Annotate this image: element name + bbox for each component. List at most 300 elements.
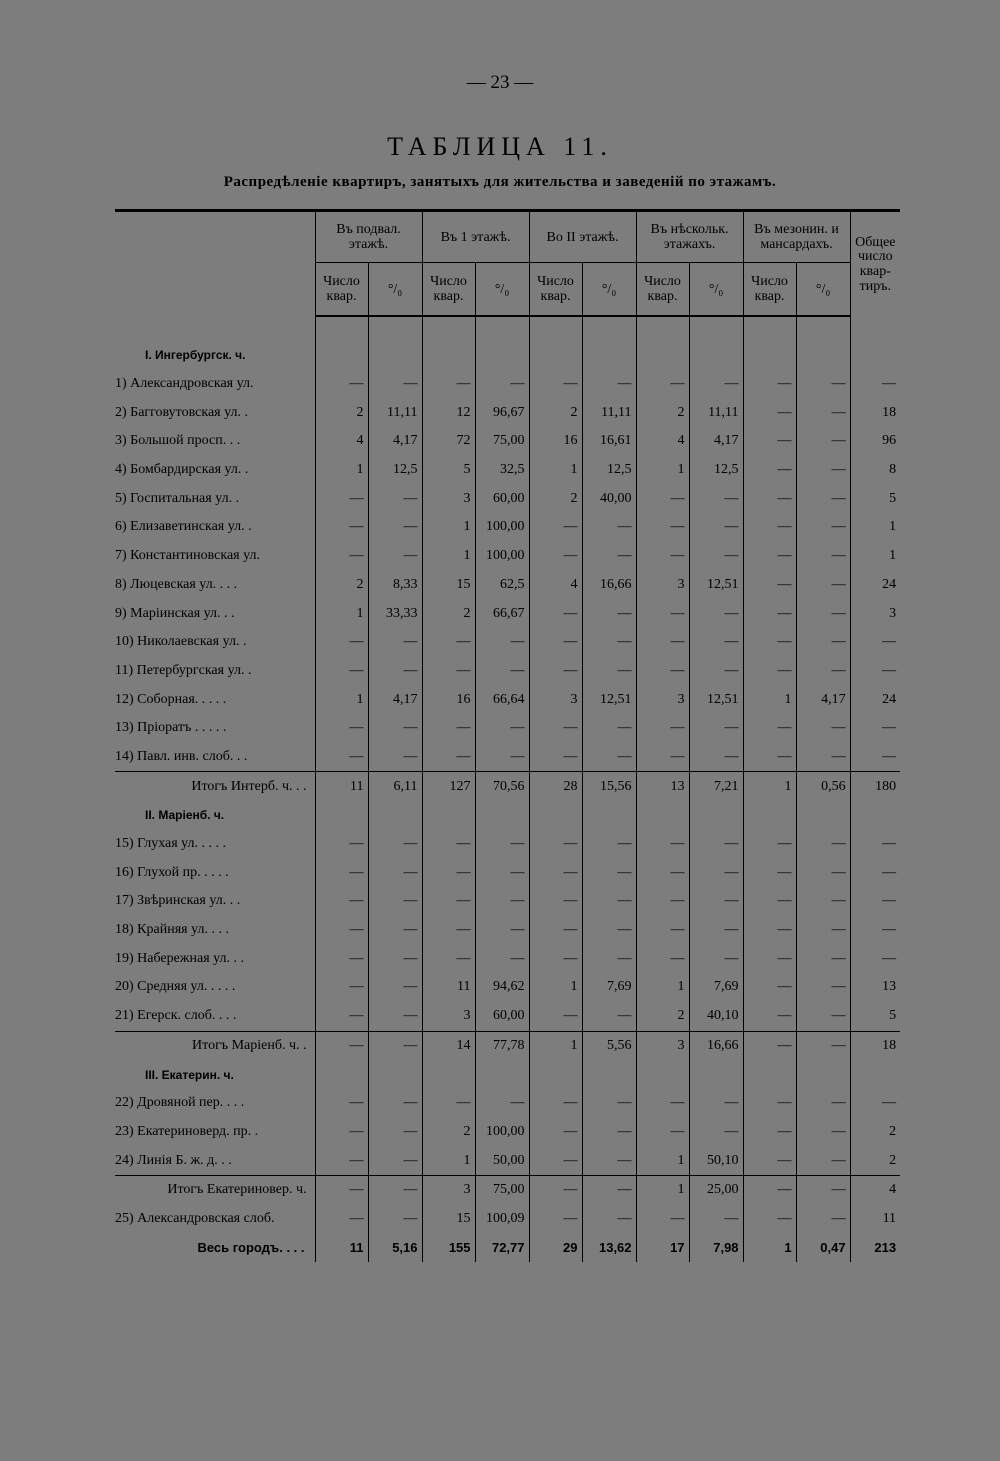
table-cell xyxy=(689,341,743,370)
table-row xyxy=(115,830,900,859)
table-cell: — xyxy=(529,714,582,743)
table-cell: — xyxy=(636,1089,689,1118)
table-cell: 3 xyxy=(636,571,689,600)
table-cell: — xyxy=(422,1089,475,1118)
table-cell xyxy=(796,801,850,830)
table-row xyxy=(115,427,900,456)
table-cell: 0,56 xyxy=(796,772,850,801)
table-cell: 8,33 xyxy=(368,571,422,600)
table-cell xyxy=(796,341,850,370)
table-cell: — xyxy=(315,1146,368,1175)
table-cell: 11,11 xyxy=(582,398,636,427)
table-cell: — xyxy=(743,513,796,542)
table-cell: — xyxy=(368,1089,422,1118)
table-cell: — xyxy=(315,1205,368,1234)
table-cell: — xyxy=(422,887,475,916)
table-cell: 1 xyxy=(743,1233,796,1262)
table-cell: — xyxy=(850,916,900,945)
table-cell: 3 xyxy=(850,599,900,628)
table-row xyxy=(115,1146,900,1175)
table-cell: — xyxy=(689,542,743,571)
table-cell: 17 xyxy=(636,1233,689,1262)
table-cell: — xyxy=(743,743,796,772)
table-cell: — xyxy=(582,1118,636,1147)
table-cell: — xyxy=(850,743,900,772)
row-label: 6) Елизаветинская ул. . xyxy=(115,519,252,535)
table-cell: — xyxy=(743,456,796,485)
table-cell: — xyxy=(743,542,796,571)
table-cell: 33,33 xyxy=(368,599,422,628)
row-label: 8) Люцевская ул. . . . xyxy=(115,576,238,592)
table-cell: — xyxy=(368,1205,422,1234)
table-cell: — xyxy=(368,1002,422,1031)
table-cell: — xyxy=(315,1031,368,1060)
table-cell: 1 xyxy=(850,513,900,542)
table-cell: — xyxy=(529,513,582,542)
table-cell: — xyxy=(743,1118,796,1147)
table-cell: — xyxy=(582,1146,636,1175)
table-cell: — xyxy=(315,542,368,571)
table-cell: — xyxy=(743,628,796,657)
table-cell: 3 xyxy=(636,1031,689,1060)
table-cell: 4 xyxy=(636,427,689,456)
row-label: 13) Пріоратъ . . . . . xyxy=(115,720,227,736)
table-cell xyxy=(582,341,636,370)
table-cell: — xyxy=(796,628,850,657)
table-cell: 7,69 xyxy=(689,973,743,1002)
table-cell: — xyxy=(315,1002,368,1031)
table-cell: 1 xyxy=(636,1146,689,1175)
table-row xyxy=(115,714,900,743)
table-cell: — xyxy=(368,743,422,772)
table-cell: — xyxy=(689,858,743,887)
table-cell: 13 xyxy=(636,772,689,801)
table-cell: — xyxy=(636,370,689,399)
table-cell: — xyxy=(422,657,475,686)
section-row xyxy=(115,1060,900,1089)
page-number: — 23 — xyxy=(466,72,534,93)
table-cell: — xyxy=(689,484,743,513)
table-cell: — xyxy=(529,1002,582,1031)
table-cell xyxy=(743,341,796,370)
table-cell: 1 xyxy=(422,1146,475,1175)
table-cell xyxy=(368,801,422,830)
table-cell: — xyxy=(529,1205,582,1234)
table-cell xyxy=(850,1060,900,1089)
header-group-mezzanine: Въ мезонин. и мансардахъ. xyxy=(743,211,850,263)
table-cell: — xyxy=(636,628,689,657)
table-cell: — xyxy=(796,1002,850,1031)
table-cell: 100,09 xyxy=(475,1205,529,1234)
table-cell: — xyxy=(422,916,475,945)
table-cell: — xyxy=(689,944,743,973)
table-cell xyxy=(582,1060,636,1089)
table-cell: 75,00 xyxy=(475,427,529,456)
row-label: Итогъ Интерб. ч. . . xyxy=(115,772,315,801)
table-cell: 40,00 xyxy=(582,484,636,513)
table-cell: — xyxy=(582,1089,636,1118)
table-cell: 1 xyxy=(743,772,796,801)
table-cell xyxy=(422,1060,475,1089)
table-row xyxy=(115,858,900,887)
table-cell: 100,00 xyxy=(475,513,529,542)
table-cell: 5,56 xyxy=(582,1031,636,1060)
table-cell: — xyxy=(368,858,422,887)
table-cell: — xyxy=(743,858,796,887)
table-cell: — xyxy=(475,944,529,973)
table-cell: — xyxy=(743,370,796,399)
table-cell: — xyxy=(529,1118,582,1147)
row-label: 7) Константиновская ул. xyxy=(115,548,260,564)
table-cell: — xyxy=(796,484,850,513)
table-cell: 4,17 xyxy=(368,427,422,456)
row-label: 4) Бомбардирская ул. . xyxy=(115,462,249,478)
table-cell xyxy=(422,801,475,830)
table-cell: — xyxy=(743,944,796,973)
table-row xyxy=(115,916,900,945)
table-cell: — xyxy=(582,858,636,887)
table-cell: — xyxy=(368,916,422,945)
table-cell: — xyxy=(743,1089,796,1118)
row-label: 19) Набережная ул. . . xyxy=(115,950,245,966)
table-cell xyxy=(315,801,368,830)
row-label: 22) Дровяной пер. . . . xyxy=(115,1095,245,1111)
table-cell: — xyxy=(850,858,900,887)
table-cell: — xyxy=(796,1118,850,1147)
table-cell: — xyxy=(689,1205,743,1234)
table-cell: — xyxy=(529,858,582,887)
table-cell: 11 xyxy=(315,772,368,801)
table-row xyxy=(115,484,900,513)
table-cell: — xyxy=(368,1146,422,1175)
table-cell xyxy=(636,801,689,830)
table-cell: — xyxy=(582,599,636,628)
table-cell: — xyxy=(743,830,796,859)
table-cell: — xyxy=(850,628,900,657)
table-row xyxy=(115,944,900,973)
table-cell: — xyxy=(315,887,368,916)
table-cell: — xyxy=(368,657,422,686)
table-cell: — xyxy=(582,743,636,772)
table-row xyxy=(115,1002,900,1031)
table-cell: 2 xyxy=(315,571,368,600)
table-cell: — xyxy=(475,628,529,657)
table-cell: — xyxy=(850,714,900,743)
table-cell: — xyxy=(689,830,743,859)
table-cell: 2 xyxy=(422,1118,475,1147)
table-cell xyxy=(689,801,743,830)
table-cell: — xyxy=(582,1175,636,1204)
table-cell: 2 xyxy=(850,1146,900,1175)
table-cell: 94,62 xyxy=(475,973,529,1002)
table-cell: — xyxy=(743,1175,796,1204)
header-count: Число квар. xyxy=(422,263,475,317)
table-cell: — xyxy=(743,1146,796,1175)
table-cell: 3 xyxy=(529,685,582,714)
table-row xyxy=(115,973,900,1002)
table-cell: — xyxy=(315,657,368,686)
table-cell: — xyxy=(796,973,850,1002)
table-cell: 18 xyxy=(850,398,900,427)
row-label: 23) Екатериноверд. пр. . xyxy=(115,1123,259,1139)
table-cell: 2 xyxy=(529,484,582,513)
table-cell: — xyxy=(475,916,529,945)
table-cell: — xyxy=(743,1031,796,1060)
table-cell: — xyxy=(475,858,529,887)
table-cell: — xyxy=(636,1118,689,1147)
table-cell xyxy=(368,1060,422,1089)
section-row xyxy=(115,341,900,370)
header-group-basement: Въ подвал. этажѣ. xyxy=(315,211,422,263)
row-label: 12) Соборная. . . . . xyxy=(115,691,227,707)
table-cell: — xyxy=(315,858,368,887)
table-row xyxy=(115,542,900,571)
table-row xyxy=(115,370,900,399)
table-cell: — xyxy=(582,887,636,916)
table-cell: — xyxy=(582,944,636,973)
table-cell: 13,62 xyxy=(582,1233,636,1262)
table-cell: 7,21 xyxy=(689,772,743,801)
table-cell: — xyxy=(796,1205,850,1234)
table-cell: 16,61 xyxy=(582,427,636,456)
table-cell: — xyxy=(475,887,529,916)
row-label: 11) Петербургская ул. . xyxy=(115,662,252,678)
table-cell: 16,66 xyxy=(582,571,636,600)
table-cell xyxy=(743,1060,796,1089)
table-cell: — xyxy=(743,714,796,743)
table-cell: — xyxy=(368,887,422,916)
table-cell xyxy=(582,801,636,830)
header-group-floor-1: Въ 1 этажѣ. xyxy=(422,211,529,263)
header-count: Число квар. xyxy=(315,263,368,317)
table-cell: — xyxy=(796,370,850,399)
header-percent: °/₀ xyxy=(582,263,636,317)
table-cell: 12 xyxy=(422,398,475,427)
table-cell: — xyxy=(796,714,850,743)
table-cell: — xyxy=(689,887,743,916)
table-cell: — xyxy=(475,370,529,399)
table-cell: — xyxy=(796,398,850,427)
table-cell: 12,5 xyxy=(582,456,636,485)
table-cell: — xyxy=(796,599,850,628)
table-cell xyxy=(636,341,689,370)
table-row xyxy=(115,456,900,485)
table-cell: 96,67 xyxy=(475,398,529,427)
row-label: Весь городъ. . . . xyxy=(197,1240,305,1256)
table-cell: — xyxy=(368,1118,422,1147)
table-cell: 2 xyxy=(850,1118,900,1147)
table-cell: 4,17 xyxy=(689,427,743,456)
table-cell: — xyxy=(850,830,900,859)
data-table xyxy=(115,209,900,1262)
table-cell: — xyxy=(743,571,796,600)
table-cell: 1 xyxy=(315,685,368,714)
table-cell: — xyxy=(796,657,850,686)
table-cell: — xyxy=(636,830,689,859)
table-cell: — xyxy=(636,599,689,628)
table-cell: 50,00 xyxy=(475,1146,529,1175)
table-cell: 1 xyxy=(636,973,689,1002)
table-cell: 2 xyxy=(529,398,582,427)
table-cell: — xyxy=(636,887,689,916)
section-row xyxy=(115,801,900,830)
table-row xyxy=(115,887,900,916)
table-cell: 8 xyxy=(850,456,900,485)
table-cell: — xyxy=(796,427,850,456)
table-cell: — xyxy=(636,714,689,743)
table-cell: 5,16 xyxy=(368,1233,422,1262)
table-cell: — xyxy=(796,571,850,600)
row-label: 24) Линія Б. ж. д. . . xyxy=(115,1152,232,1168)
grand-total-row xyxy=(115,1233,900,1262)
table-cell: 1 xyxy=(529,973,582,1002)
table-cell: — xyxy=(315,830,368,859)
table-cell: 4,17 xyxy=(368,685,422,714)
table-cell: — xyxy=(529,830,582,859)
table-cell: — xyxy=(529,743,582,772)
table-cell: — xyxy=(315,1118,368,1147)
table-cell: — xyxy=(796,830,850,859)
table-cell: — xyxy=(582,657,636,686)
header-group-floor-2: Во II этажѣ. xyxy=(529,211,636,263)
table-cell: — xyxy=(315,743,368,772)
table-cell: — xyxy=(636,484,689,513)
table-cell: 50,10 xyxy=(689,1146,743,1175)
table-cell: 1 xyxy=(315,456,368,485)
row-label: 17) Звѣринская ул. . . xyxy=(115,893,241,909)
table-row xyxy=(115,1118,900,1147)
table-cell: 1 xyxy=(422,513,475,542)
table-cell: — xyxy=(315,714,368,743)
table-cell: — xyxy=(475,1089,529,1118)
table-cell: — xyxy=(475,830,529,859)
table-cell: — xyxy=(422,628,475,657)
table-cell: 1 xyxy=(529,456,582,485)
table-cell: 1 xyxy=(743,685,796,714)
table-cell: 2 xyxy=(315,398,368,427)
table-cell: 7,69 xyxy=(582,973,636,1002)
table-cell: 24 xyxy=(850,571,900,600)
header-percent: °/₀ xyxy=(368,263,422,317)
table-cell: — xyxy=(422,743,475,772)
table-cell: 7,98 xyxy=(689,1233,743,1262)
table-cell: — xyxy=(636,858,689,887)
table-cell: — xyxy=(529,542,582,571)
table-cell: 3 xyxy=(422,1002,475,1031)
row-label: 20) Средняя ул. . . . . xyxy=(115,979,236,995)
subtotal-row xyxy=(115,1175,900,1204)
row-label: 10) Николаевская ул. . xyxy=(115,634,247,650)
table-cell xyxy=(850,341,900,370)
table-cell: 6,11 xyxy=(368,772,422,801)
table-cell: 100,00 xyxy=(475,1118,529,1147)
table-cell: 12,5 xyxy=(368,456,422,485)
table-cell: — xyxy=(689,916,743,945)
table-cell: 2 xyxy=(636,1002,689,1031)
table-cell xyxy=(315,1060,368,1089)
table-cell: — xyxy=(796,743,850,772)
table-cell: 2 xyxy=(422,599,475,628)
table-cell: — xyxy=(796,1089,850,1118)
table-cell: 11 xyxy=(850,1205,900,1234)
table-cell: — xyxy=(529,1089,582,1118)
table-cell: — xyxy=(368,1175,422,1204)
table-cell xyxy=(796,1060,850,1089)
table-cell: — xyxy=(475,657,529,686)
table-cell: — xyxy=(368,830,422,859)
table-cell: — xyxy=(636,743,689,772)
table-cell: — xyxy=(796,1146,850,1175)
table-cell xyxy=(529,801,582,830)
row-label: 21) Егерск. слоб. . . . xyxy=(115,1008,237,1024)
table-cell: 66,64 xyxy=(475,685,529,714)
header-percent: °/₀ xyxy=(689,263,743,317)
table-cell: — xyxy=(475,743,529,772)
table-cell: 12,51 xyxy=(689,571,743,600)
table-cell: — xyxy=(689,370,743,399)
table-cell: 11 xyxy=(422,973,475,1002)
table-cell: 127 xyxy=(422,772,475,801)
table-cell: — xyxy=(743,1002,796,1031)
table-cell xyxy=(743,801,796,830)
table-cell: — xyxy=(529,628,582,657)
table-cell: 1 xyxy=(422,542,475,571)
table-cell: 12,51 xyxy=(582,685,636,714)
table-cell: 15 xyxy=(422,1205,475,1234)
table-cell: — xyxy=(743,1205,796,1234)
table-cell: — xyxy=(529,916,582,945)
table-cell: — xyxy=(636,1205,689,1234)
table-cell: 1 xyxy=(636,1175,689,1204)
table-cell: 0,47 xyxy=(796,1233,850,1262)
table-row xyxy=(115,743,900,772)
table-title: ТАБЛИЦА 11. xyxy=(387,132,613,161)
table-cell: 4 xyxy=(529,571,582,600)
table-cell: — xyxy=(422,944,475,973)
table-cell: — xyxy=(368,973,422,1002)
table-cell: — xyxy=(743,398,796,427)
table-cell: — xyxy=(368,542,422,571)
table-cell: 11,11 xyxy=(689,398,743,427)
row-label: 25) Александровская слоб. xyxy=(115,1210,275,1226)
table-row xyxy=(115,1205,900,1234)
table-cell: — xyxy=(529,1175,582,1204)
table-cell: 70,56 xyxy=(475,772,529,801)
table-cell: — xyxy=(743,427,796,456)
table-cell: — xyxy=(422,714,475,743)
table-cell: 60,00 xyxy=(475,484,529,513)
table-cell xyxy=(850,801,900,830)
table-cell: — xyxy=(850,944,900,973)
table-cell: 1 xyxy=(529,1031,582,1060)
header-count: Число квар. xyxy=(743,263,796,317)
table-cell: 40,10 xyxy=(689,1002,743,1031)
table-cell: 16 xyxy=(529,427,582,456)
table-cell: — xyxy=(315,628,368,657)
table-cell: — xyxy=(850,887,900,916)
table-cell: 100,00 xyxy=(475,542,529,571)
header-percent: °/₀ xyxy=(796,263,850,317)
table-cell: 3 xyxy=(422,1175,475,1204)
row-label: 2) Багговутовская ул. . xyxy=(115,404,248,420)
table-cell xyxy=(368,341,422,370)
table-cell: — xyxy=(529,944,582,973)
table-cell: 4,17 xyxy=(796,685,850,714)
table-row xyxy=(115,1089,900,1118)
row-label: 16) Глухой пр. . . . . xyxy=(115,864,229,880)
table-cell: 16,66 xyxy=(689,1031,743,1060)
header-percent: °/₀ xyxy=(475,263,529,317)
